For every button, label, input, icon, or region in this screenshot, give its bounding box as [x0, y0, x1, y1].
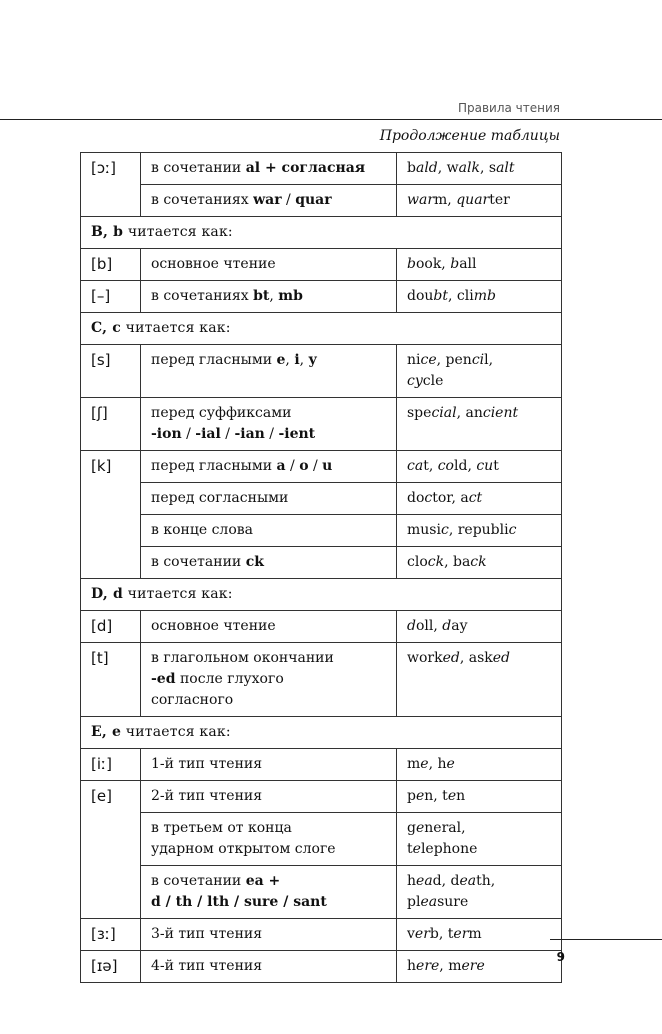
ipa-cell: [ʃ] — [81, 398, 141, 451]
section-header-row — [81, 313, 562, 345]
text-run: a — [276, 458, 286, 474]
text-run: oll, — [415, 618, 443, 634]
text-run: ni — [407, 352, 421, 368]
text-run: -ion — [151, 426, 182, 442]
text-run: после глухого — [175, 671, 284, 687]
text-run: читается как: — [121, 724, 231, 740]
rule-description-cell — [141, 547, 397, 579]
text-run: в сочетаниях — [151, 192, 254, 208]
text-run: lephone — [420, 841, 478, 857]
rule-row — [81, 781, 562, 813]
examples-cell — [397, 781, 562, 813]
text-run: ere — [461, 958, 485, 974]
rule-description-cell — [141, 483, 397, 515]
text-run: 2-й тип чтения — [151, 788, 263, 804]
examples-cell — [397, 813, 562, 866]
examples-cell — [397, 749, 562, 781]
ipa-cell: [k] — [81, 451, 141, 579]
rule-row — [81, 749, 562, 781]
text-run: ed — [492, 650, 511, 666]
text-run: m, — [434, 192, 457, 208]
ipa-cell: [iː] — [81, 749, 141, 781]
text-run: ter — [489, 192, 510, 208]
rule-description-cell — [141, 345, 397, 398]
text-run: в сочетании — [151, 160, 246, 176]
text-run: читается как: — [120, 320, 231, 336]
text-run: mb — [473, 288, 496, 304]
text-run: , — [285, 352, 295, 368]
text-run: e — [415, 788, 425, 804]
text-run: er — [453, 926, 469, 942]
section-header-row — [81, 217, 562, 249]
rule-row — [81, 281, 562, 313]
text-run: в сочетании — [151, 873, 246, 889]
text-run: work — [407, 650, 443, 666]
text-run: d, d — [432, 873, 460, 889]
text-run: l, — [484, 352, 494, 368]
text-run: D, d — [91, 586, 123, 602]
rule-description-cell — [141, 813, 397, 866]
examples-cell — [397, 951, 562, 983]
section-header — [81, 579, 562, 611]
rule-description-cell — [141, 951, 397, 983]
examples-cell — [397, 919, 562, 951]
text-run: b, t — [429, 926, 454, 942]
text-run: ea — [459, 873, 477, 889]
rule-row — [81, 483, 562, 515]
text-run: b — [407, 160, 416, 176]
text-run: tor, a — [432, 490, 469, 506]
reading-rules-table — [80, 152, 562, 983]
text-run: e — [447, 788, 457, 804]
rule-row — [81, 185, 562, 217]
rule-row — [81, 398, 562, 451]
section-header-row — [81, 717, 562, 749]
rule-description-cell — [141, 398, 397, 451]
rule-description-cell — [141, 749, 397, 781]
ipa-cell: [ɔː] — [81, 153, 141, 217]
text-run: / — [281, 192, 296, 208]
ipa-cell: [b] — [81, 249, 141, 281]
ipa-cell: [t] — [81, 643, 141, 717]
examples-cell — [397, 185, 562, 217]
text-run: ce — [420, 352, 437, 368]
text-run: b — [407, 256, 416, 272]
rule-description-cell — [141, 781, 397, 813]
text-run: y — [308, 352, 317, 368]
text-run: читается как: — [122, 586, 233, 602]
text-run: перед гласными — [151, 458, 277, 474]
rule-description-cell — [141, 153, 397, 185]
text-run: , an — [456, 405, 483, 421]
examples-cell — [397, 515, 562, 547]
ipa-cell: [ɜː] — [81, 919, 141, 951]
examples-cell — [397, 611, 562, 643]
text-run: cy — [407, 373, 423, 389]
text-run: cial — [431, 405, 457, 421]
examples-cell — [397, 547, 562, 579]
text-run: в сочетаниях — [151, 288, 254, 304]
text-run: m — [468, 926, 482, 942]
text-run: t — [493, 458, 499, 474]
text-run: 3-й тип чтения — [151, 926, 263, 942]
text-run: ald — [415, 160, 438, 176]
text-run: d — [442, 618, 452, 634]
text-run: co — [437, 458, 454, 474]
text-run: w — [446, 160, 459, 176]
text-run: ld, — [454, 458, 477, 474]
text-run: bt — [433, 288, 449, 304]
text-run: v — [407, 926, 415, 942]
text-run: h — [407, 873, 417, 889]
text-run: war — [253, 192, 282, 208]
text-run: ck — [245, 554, 264, 570]
text-run: перед суффиксами — [151, 405, 292, 421]
text-run: -ian — [234, 426, 265, 442]
text-run: ea + — [245, 873, 281, 889]
text-run: cient — [482, 405, 519, 421]
section-header — [81, 717, 562, 749]
text-run: ay — [451, 618, 468, 634]
text-run: , pen — [436, 352, 472, 368]
rule-row — [81, 866, 562, 919]
page-number: 9 — [556, 950, 565, 964]
rule-description-cell — [141, 919, 397, 951]
table-continuation-caption: Продолжение таблицы — [379, 128, 560, 144]
ipa-cell: [s] — [81, 345, 141, 398]
text-run: sure — [437, 894, 469, 910]
text-run: / — [220, 426, 235, 442]
text-run: , h — [428, 756, 447, 772]
section-header-row — [81, 579, 562, 611]
text-run: B, b — [91, 224, 124, 240]
text-run: ck — [470, 554, 487, 570]
text-run: g — [407, 820, 416, 836]
text-run: t — [407, 841, 413, 857]
text-run: dou — [407, 288, 434, 304]
examples-cell — [397, 643, 562, 717]
text-run: al + согласная — [245, 160, 366, 176]
examples-cell — [397, 398, 562, 451]
text-run: spe — [407, 405, 432, 421]
text-run: ca — [407, 458, 424, 474]
text-run: , — [437, 160, 447, 176]
text-run: , cli — [448, 288, 474, 304]
text-run: перед гласными — [151, 352, 277, 368]
rule-description-cell — [141, 281, 397, 313]
text-run: er — [414, 926, 430, 942]
text-run: e — [446, 756, 455, 772]
text-run: ere — [416, 958, 440, 974]
text-run: musi — [407, 522, 441, 538]
footer-rule — [550, 939, 662, 940]
text-run: читается как: — [123, 224, 233, 240]
text-run: ed — [442, 650, 460, 666]
ipa-cell: [e] — [81, 781, 141, 919]
section-header — [81, 313, 562, 345]
text-run: c — [424, 490, 433, 506]
text-run: / — [308, 458, 323, 474]
examples-cell — [397, 345, 562, 398]
text-run: t, — [423, 458, 438, 474]
rule-row — [81, 345, 562, 398]
text-run: , ba — [444, 554, 471, 570]
text-run: e — [415, 820, 425, 836]
text-run: alk — [458, 160, 480, 176]
rule-row — [81, 951, 562, 983]
text-run: / — [181, 426, 196, 442]
text-run: , republi — [448, 522, 509, 538]
text-run: d / th / lth / sure / sant — [151, 894, 327, 910]
text-run: war — [407, 192, 435, 208]
running-head: Правила чтения — [457, 101, 560, 115]
text-run: , ask — [459, 650, 493, 666]
rule-row — [81, 643, 562, 717]
text-run: e — [276, 352, 286, 368]
text-run: d — [407, 618, 416, 634]
text-run: ударном открытом слоге — [151, 841, 336, 857]
text-run: -ed — [151, 671, 176, 687]
rule-description-cell — [141, 185, 397, 217]
text-run: e — [412, 841, 421, 857]
section-header — [81, 217, 562, 249]
text-run: E, e — [91, 724, 122, 740]
text-run: h — [407, 958, 417, 974]
rule-description-cell — [141, 866, 397, 919]
text-run: n, t — [424, 788, 448, 804]
examples-cell — [397, 153, 562, 185]
text-run: ea — [420, 894, 438, 910]
text-run: do — [407, 490, 425, 506]
text-run: mb — [278, 288, 303, 304]
text-run: bt — [253, 288, 270, 304]
text-run: cu — [476, 458, 494, 474]
text-run: 4-й тип чтения — [151, 958, 263, 974]
ipa-cell: [d] — [81, 611, 141, 643]
text-run: neral, — [424, 820, 466, 836]
text-run: согласного — [151, 692, 234, 708]
ipa-cell: [ɪə] — [81, 951, 141, 983]
text-run: в конце слова — [151, 522, 253, 538]
text-run: / — [264, 426, 279, 442]
text-run: в глагольном окончании — [151, 650, 334, 666]
rule-row — [81, 249, 562, 281]
text-run: C, c — [91, 320, 121, 336]
text-run: -ial — [195, 426, 221, 442]
examples-cell — [397, 866, 562, 919]
rule-description-cell — [141, 643, 397, 717]
rule-row — [81, 919, 562, 951]
text-run: 1-й тип чтения — [151, 756, 263, 772]
ipa-cell: [–] — [81, 281, 141, 313]
text-run: th, — [476, 873, 496, 889]
text-run: n — [456, 788, 466, 804]
text-run: перед согласными — [151, 490, 289, 506]
rule-description-cell — [141, 515, 397, 547]
text-run: ct — [468, 490, 483, 506]
rule-row — [81, 813, 562, 866]
text-run: в сочетании — [151, 554, 246, 570]
text-run: , m — [439, 958, 462, 974]
text-run: ook, — [415, 256, 451, 272]
examples-cell — [397, 249, 562, 281]
examples-cell — [397, 281, 562, 313]
text-run: , — [269, 288, 279, 304]
header-rule — [0, 119, 662, 120]
text-run: ck — [427, 554, 445, 570]
rule-row — [81, 547, 562, 579]
text-run: основное чтение — [151, 618, 276, 634]
text-run: , — [299, 352, 309, 368]
text-run: quar — [295, 192, 332, 208]
text-run: c — [508, 522, 517, 538]
text-run: i — [294, 352, 300, 368]
text-run: s — [488, 160, 497, 176]
text-run: cle — [422, 373, 444, 389]
text-run: o — [299, 458, 309, 474]
rule-row — [81, 153, 562, 185]
rule-row — [81, 451, 562, 483]
text-run: all — [459, 256, 477, 272]
rule-row — [81, 515, 562, 547]
examples-cell — [397, 451, 562, 483]
text-run: u — [322, 458, 333, 474]
rule-description-cell — [141, 249, 397, 281]
text-run: quar — [456, 192, 490, 208]
text-run: ci — [471, 352, 485, 368]
text-run: pl — [407, 894, 421, 910]
text-run: основное чтение — [151, 256, 276, 272]
text-run: -ient — [278, 426, 316, 442]
text-run: clo — [407, 554, 428, 570]
rule-description-cell — [141, 451, 397, 483]
text-run: ea — [416, 873, 433, 889]
text-run: , — [479, 160, 489, 176]
text-run: в третьем от конца — [151, 820, 292, 836]
rule-description-cell — [141, 611, 397, 643]
text-run: m — [407, 756, 421, 772]
text-run: c — [440, 522, 449, 538]
text-run: alt — [496, 160, 515, 176]
text-run: p — [407, 788, 416, 804]
examples-cell — [397, 483, 562, 515]
text-run: b — [450, 256, 460, 272]
text-run: e — [420, 756, 429, 772]
rule-row — [81, 611, 562, 643]
text-run: / — [285, 458, 300, 474]
